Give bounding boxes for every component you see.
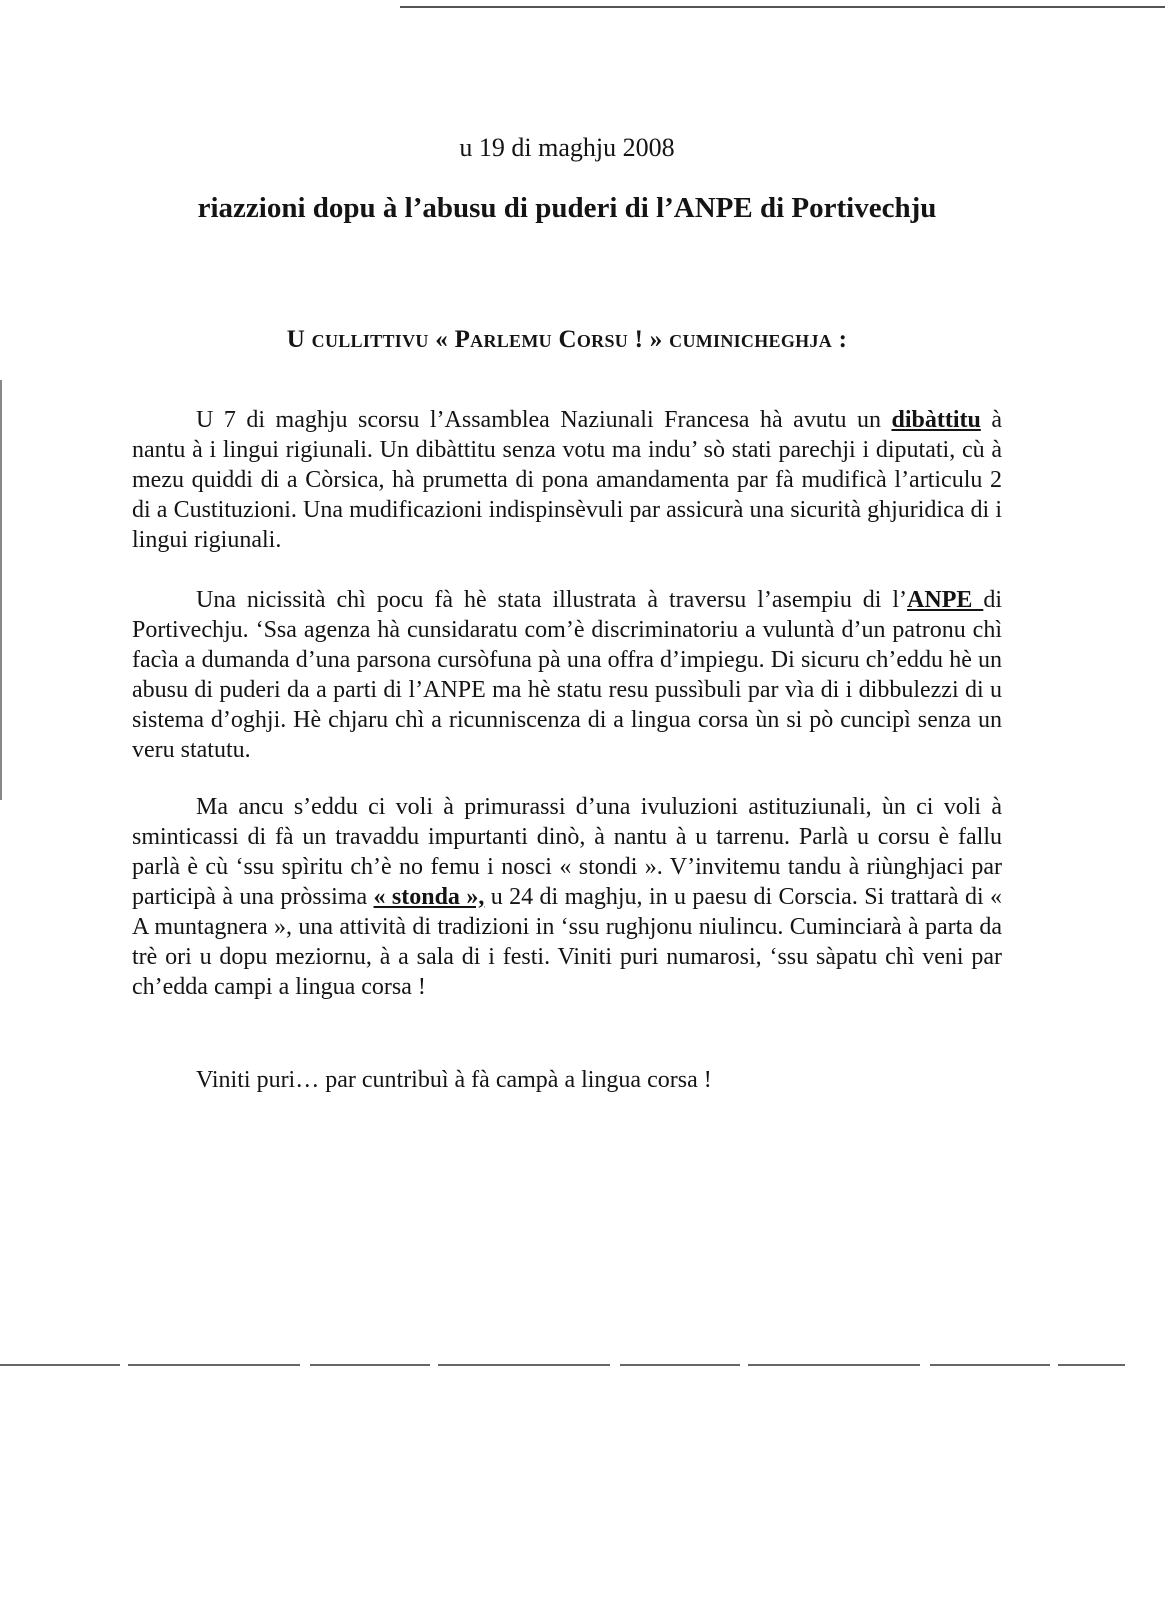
paragraph-3-emphasis: « stonda », <box>373 884 485 910</box>
paragraph-1-text-start: U 7 di maghju scorsu l’Assamblea Naziunali Francesa hà avutu un <box>196 407 892 433</box>
paragraph-3-text-end: u 24 di maghju, in u paesu di Corscia. Si trattarà di « A muntagnera », una attività di tradizioni in ‘ssu rughjonu niulincu. Cuminciarà à parta da trè ori u dopu meziornu, à a sala di i festi. Viniti puri numarosi, ‘ssu sàpatu chì veni par ch’edda campi a lingua corsa ! <box>132 884 1003 1000</box>
scan-edge-line-top <box>400 6 1165 8</box>
closing-line <box>132 1065 1002 1095</box>
scan-edge-line-left <box>0 380 2 800</box>
paragraph-2-emphasis: ANPE <box>907 587 984 613</box>
paragraph-2-text-end: di Portivechju. ‘Ssa agenza hà cunsidaratu com’è discriminatoriu a vuluntà d’un patronu chì facìa a dumanda d’una parsona cursòfuna pà una offra d’impiegu. Di sicuru ch’eddu hè un abusu di puderi da a parti di l’ANPE ma hè statu resu pussìbuli par vìa di i dibbulezzi di u sistema d’oghji. Hè chjaru chì a ricunniscenza di a lingua corsa ùn si pò cuncipì senza un veru statutu. <box>132 587 1002 763</box>
document-date: u 19 di maghju 2008 <box>459 133 675 162</box>
paragraph-1 <box>132 405 1002 555</box>
paragraph-3 <box>132 792 1002 1002</box>
paragraph-3-text-start: Ma ancu s’eddu ci voli à primurassi d’una ivuluzioni astituziunali, ùn ci voli à sminticassi di fà un travaddu impurtanti dinò, à nantu à u tarrenu. Parlà u corsu è fallu parlà è cù ‘ssu spìritu ch’è no femu i nosci « stondi ». V’invitemu tandu à riùnghjaci par participà à una pròssima <box>132 794 1002 910</box>
document-title: riazzioni dopu à l’abusu di puderi di l’ANPE di Portivechju <box>197 192 937 224</box>
paragraph-2-text-start: Una nicissità chì pocu fà hè stata illustrata à traversu l’asempiu di l’ <box>196 587 908 613</box>
closing-text: Viniti puri… par cuntribuì à fà campà a lingua corsa ! <box>196 1067 712 1093</box>
paragraph-1-emphasis: dibàttitu <box>891 407 981 433</box>
paragraph-2 <box>132 585 1002 765</box>
scan-edge-line-bottom <box>0 1364 1125 1366</box>
document-subtitle: U cullittivu « Parlemu Corsu ! » cuminicheghja : <box>286 326 848 353</box>
paragraph-1-text-end: à nantu à i lingui rigiunali. Un dibàttitu senza votu ma indu’ sò stati parechji i diputati, cù à mezu quiddi di a Còrsica, hà prumetta di pona amandamenta par fà mudificà l’articulu 2 di a Custituzioni. Una mudificazioni indispinsèvuli par assicurà una sicurità ghjuridica di i lingui rigiunali. <box>132 407 1002 553</box>
